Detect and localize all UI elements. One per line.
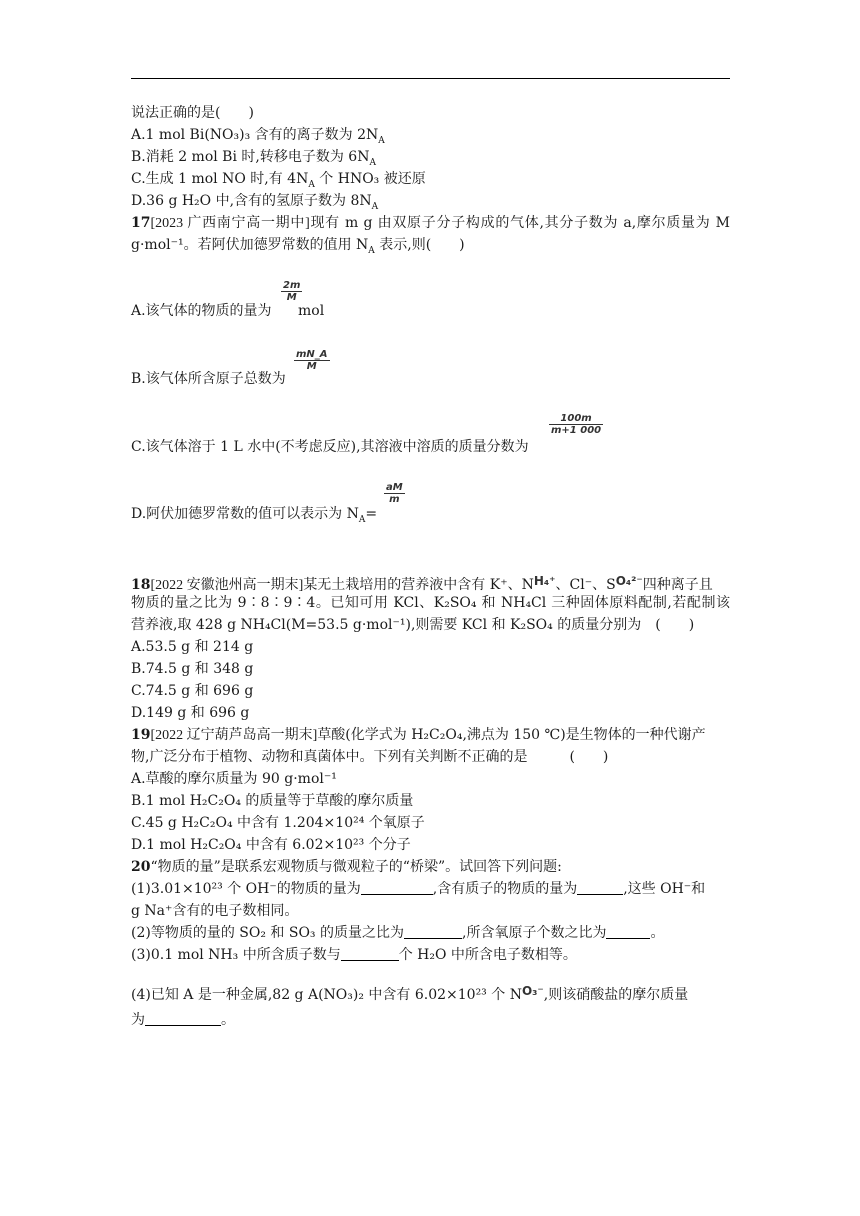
q18-option-b: B.74.5 g 和 348 g [131,661,254,677]
ammonium-ion-formula: H₄⁺ [533,574,556,588]
q18-option-d: D.149 g 和 696 g [131,705,250,721]
answer-blank[interactable] [341,946,399,961]
q19-stem-line1: 19[2022 辽宁葫芦岛高一期末]草酸(化学式为 H₂C₂O₄,沸点为 150 ℃)是生物体的一种代谢产 [131,727,706,743]
q20-part1-line2: g Na⁺含有的电子数相同。 [131,903,299,919]
answer-blank[interactable] [404,924,462,939]
q20-part3: (3)0.1 mol NH₃ 中所含质子数与 个 H₂O 中所含电子数相等。 [131,947,577,963]
q19-option-a: A.草酸的摩尔质量为 90 g·mol⁻¹ [131,771,337,787]
q18-option-c: C.74.5 g 和 696 g [131,683,254,699]
answer-blank[interactable] [606,924,650,939]
q19-option-b: B.1 mol H₂C₂O₄ 的质量等于草酸的摩尔质量 [131,793,414,809]
q16-option-a: A.1 mol Bi(NO₃)₃ 含有的离子数为 $2N_A$ [131,127,385,146]
q19-stem-line2: 物,广泛分布于植物、动物和真菌体中。下列有关判断不正确的是 ( ) [131,749,609,765]
q17-option-a: A.该气体的物质的量为 mol [131,303,325,319]
nitrate-ion-formula: O₃⁻ [521,984,544,998]
q17-stem-line1: 17[2023 广西南宁高一期中]现有 m g 由双原子分子构成的气体,其分子数为 a,摩尔质量为 M [131,215,730,231]
answer-blank[interactable] [361,880,433,895]
q19-option-c: C.45 g H₂C₂O₄ 中含有 1.204×10²⁴ 个氧原子 [131,815,425,831]
q17-option-b: B.该气体所含原子总数为 [131,371,286,387]
q17-b-fraction: $\frac{mN\_A}{M}$ [296,349,328,372]
q18-stem-line1: 18[2022 安徽池州高一期末]某无土栽培用的营养液中含有 K⁺、NH₄⁺、Cl⁻、SO₄²⁻四种离子且 [131,574,713,593]
q18-option-a: A.53.5 g 和 214 g [131,639,254,655]
q17-option-c: C.该气体溶于 1 L 水中(不考虑反应),其溶液中溶质的质量分数为 [131,439,529,455]
q17-d-fraction: $\frac{aM}{m}$ [386,482,403,505]
q20-part4-line1: (4)已知 A 是一种金属,82 g A(NO₃)₂ 中含有 6.02×10²³ 个 NO₃⁻,则该硝酸盐的摩尔质量 [131,984,689,1003]
q19-option-d: D.1 mol H₂C₂O₄ 中含有 6.02×10²³ 个分子 [131,837,411,853]
answer-blank[interactable] [577,880,623,895]
q20-part1-line1: (1)3.01×10²³ 个 OH⁻的物质的量为 ,含有质子的物质的量为 ,这些 OH⁻和 [131,881,706,897]
q20-part4-line2: 为 。 [131,1012,235,1028]
sulfate-ion-formula: O₄²⁻ [615,574,643,588]
q16-stem: 说法正确的是( ) [131,105,254,121]
q16-option-b: B.消耗 2 mol Bi 时,转移电子数为 $6N_A$ [131,149,376,168]
q20-stem: 20“物质的量”是联系宏观物质与微观粒子的“桥梁”。试回答下列问题: [131,859,562,875]
q18-stem-line2: 物质的量之比为 9∶8∶9∶4。已知可用 KCl、K₂SO₄ 和 NH₄Cl 三种固体原料配制,若配制该 [131,595,730,611]
q17-c-fraction: $\frac{100m}{m+1 000}$ [551,413,602,436]
q16-option-c: C.生成 1 mol NO 时,有 $4N_A$ 个 HNO₃ 被还原 [131,171,426,190]
q17-option-d: D.阿伏加德罗常数的值可以表示为 $N_A=$ [131,506,378,525]
q17-stem-line2: g·mol⁻¹。若阿伏加德罗常数的值用 $N_A$ 表示,则( ) [131,237,465,256]
header-rule [131,78,730,79]
q17-a-fraction: $\frac{2m}{M}$ [283,280,301,303]
q20-part2: (2)等物质的量的 SO₂ 和 SO₃ 的质量之比为 ,所含氧原子个数之比为 。 [131,925,665,941]
answer-blank[interactable] [145,1011,221,1026]
q18-stem-line3: 营养液,取 428 g NH₄Cl(M=53.5 g·mol⁻¹),则需要 KCl 和 K₂SO₄ 的质量分别为 ( ) [131,617,695,633]
q16-option-d: D.36 g H₂O 中,含有的氢原子数为 $8N_A$ [131,193,379,212]
